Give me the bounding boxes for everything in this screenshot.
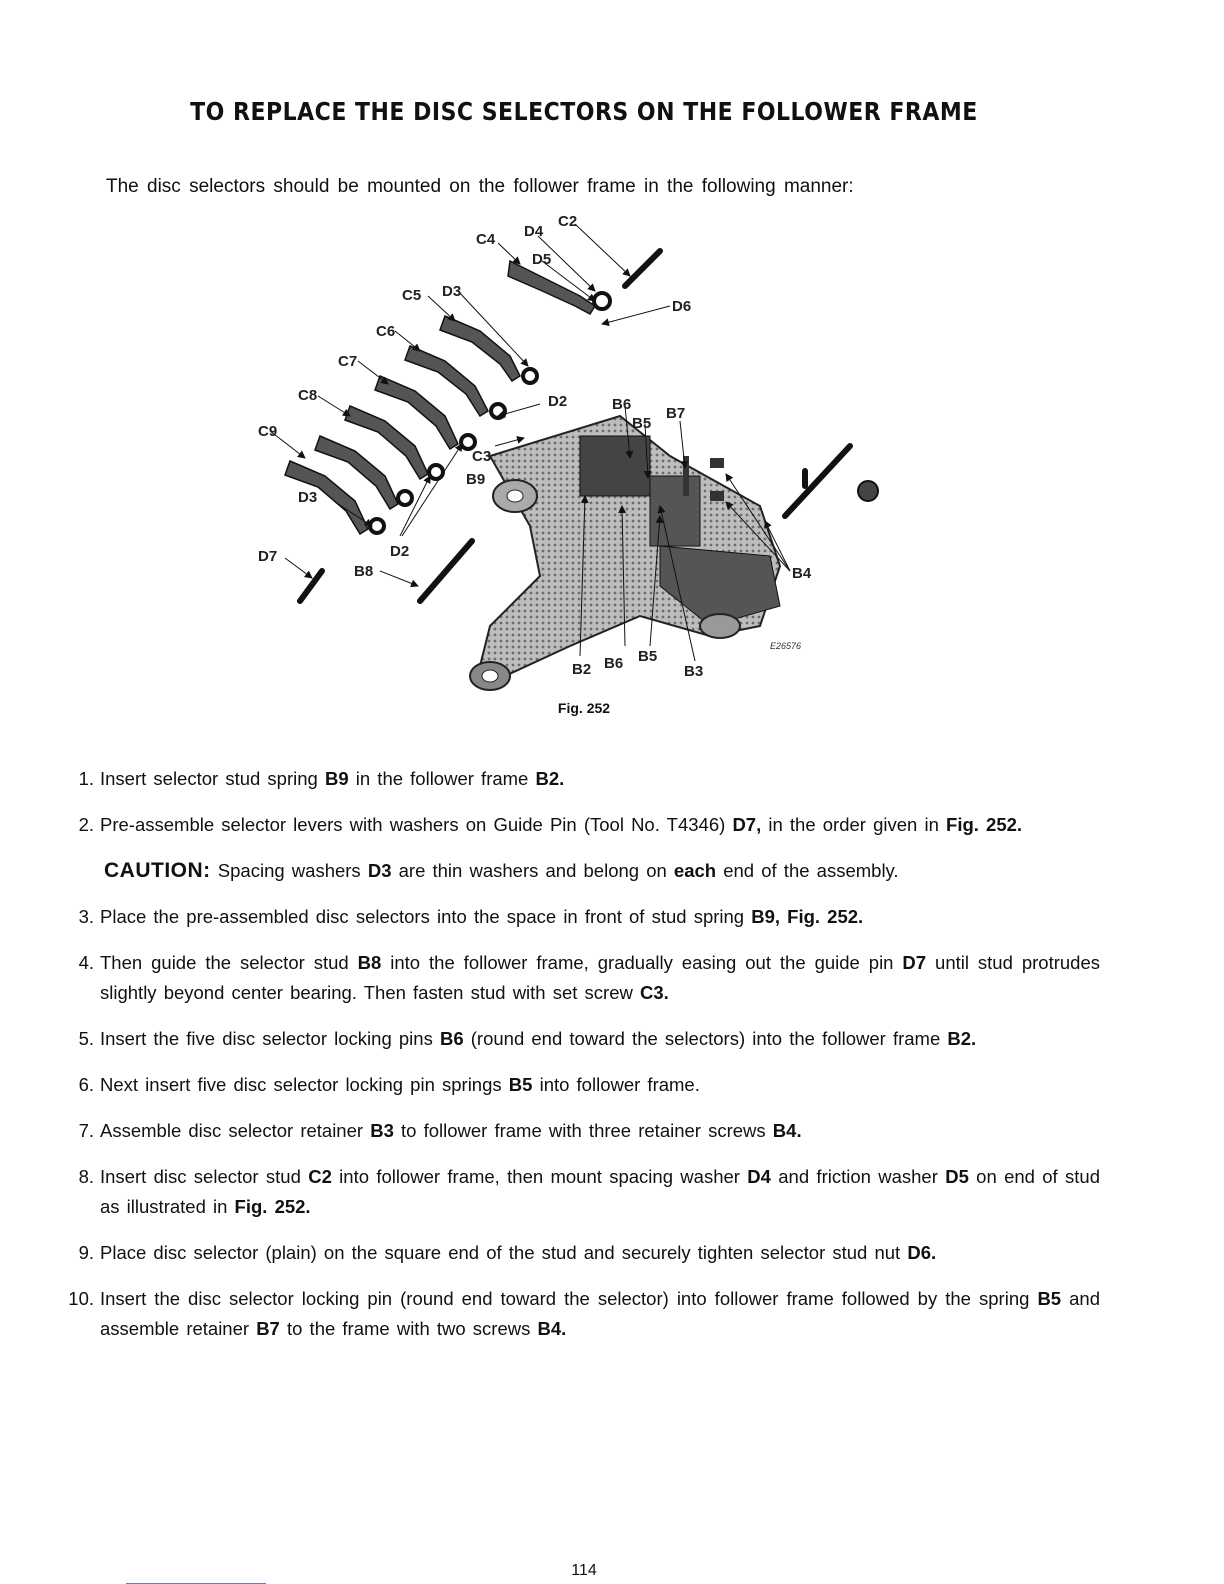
label-b6-bottom: B6: [604, 655, 624, 672]
step-5: 5. Insert the five disc selector locking pins B6 (round end toward the selectors) into the follower frame B2.: [78, 1028, 977, 1049]
step-6: 6. Next insert five disc selector locking pin springs B5 into follower frame.: [78, 1074, 700, 1095]
label-c5: C5: [402, 287, 422, 304]
step-10-segment-3: B7: [256, 1318, 280, 1339]
step-5-segment-3: B2.: [947, 1028, 977, 1049]
caution-text: [211, 860, 899, 881]
label-c3: C3: [472, 448, 492, 465]
label-c8: C8: [298, 387, 318, 404]
step-7-segment-3: B4.: [772, 1120, 802, 1141]
step-10-segment-5: B4.: [537, 1318, 567, 1339]
label-b3: B3: [684, 663, 704, 680]
label-d3-bottom: D3: [298, 489, 318, 506]
caution-note: CAUTION: Spacing washers D3 are thin washers and belong on each end of the assembly.: [104, 859, 899, 882]
label-b9: B9: [466, 471, 486, 488]
label-d3-top: D3: [442, 283, 462, 300]
step-10-segment-1: B5: [1037, 1288, 1062, 1309]
step-3-segment-1: B9, Fig. 252.: [751, 906, 864, 927]
label-d2-top: D2: [548, 393, 568, 410]
step-9-segment-1: D6.: [907, 1242, 937, 1263]
figure-caption: Fig. 252: [557, 700, 611, 716]
step-7-segment-2: to follower frame with three retainer screws: [393, 1120, 773, 1141]
step-8-segment-6: on end of stud as illustrated in: [100, 1166, 1100, 1217]
step-2-segment-1: D7,: [732, 814, 762, 835]
caution-segment-1: D3: [367, 860, 392, 881]
label-b2: B2: [572, 661, 592, 678]
step-5-segment-2: (round end toward the selectors) into the follower frame: [463, 1028, 948, 1049]
step-8-segment-2: into follower frame, then mount spacing washer: [331, 1166, 748, 1187]
label-d2-bottom: D2: [390, 543, 410, 560]
step-7-segment-1: B3: [370, 1120, 394, 1141]
page-title: TO REPLACE THE DISC SELECTORS ON THE FOLLOWER FRAME: [190, 98, 978, 127]
step-2-segment-2: in the order given in: [761, 814, 947, 835]
step-10-segment-0: Insert the disc selector locking pin (round end toward the selector) into follower frame followed by the spring: [100, 1288, 1038, 1309]
label-c7: C7: [338, 353, 358, 370]
caution-segment-3: each: [673, 860, 717, 881]
selector-stud-nut: [858, 481, 878, 501]
step-6-segment-2: into follower frame.: [532, 1074, 700, 1095]
step-1-segment-0: Insert selector stud spring: [100, 768, 325, 789]
step-4-segment-3: D7: [902, 952, 927, 973]
step-8-segment-4: and friction washer: [770, 1166, 946, 1187]
step-1: 1. Insert selector stud spring B9 in the follower frame B2.: [78, 768, 565, 789]
step-8-segment-3: D4: [747, 1166, 771, 1187]
step-8-segment-5: D5: [945, 1166, 969, 1187]
step-9-segment-0: Place disc selector (plain) on the square end of the stud and securely tighten selector stud nut: [100, 1242, 908, 1263]
step-2-segment-0: Pre-assemble selector levers with washers on Guide Pin (Tool No. T4346): [100, 814, 733, 835]
step-6-segment-1: B5: [508, 1074, 533, 1095]
step-4-segment-1: B8: [357, 952, 382, 973]
step-10-segment-2: and assemble retainer: [100, 1288, 1100, 1339]
caution-segment-0: Spacing washers: [210, 860, 368, 881]
label-d4: D4: [524, 223, 544, 240]
step-4: 4. Then guide the selector stud B8 into the follower frame, gradually easing out the guide pin D7 until stud protrudes slightly beyond center bearing. Then fasten stud with set screw C3.: [78, 952, 1100, 1003]
step-4-segment-4: until stud protrudes slightly beyond center bearing. Then fasten stud with set screw: [100, 952, 1100, 1003]
label-b4: B4: [792, 565, 812, 582]
exploded-diagram: [240, 206, 960, 706]
step-7: 7. Assemble disc selector retainer B3 to follower frame with three retainer screws B4.: [78, 1120, 802, 1141]
step-1-segment-2: in the follower frame: [348, 768, 536, 789]
label-d7: D7: [258, 548, 278, 565]
step-4-segment-5: C3.: [640, 982, 669, 1003]
intro-text: The disc selectors should be mounted on the follower frame in the following manner:: [106, 176, 854, 197]
caution-segment-4: end of the assembly.: [716, 860, 899, 881]
step-7-segment-0: Assemble disc selector retainer: [100, 1120, 371, 1141]
step-8-segment-7: Fig. 252.: [234, 1196, 311, 1217]
page-number: 114: [571, 1562, 597, 1579]
step-8-segment-0: Insert disc selector stud: [100, 1166, 309, 1187]
step-1-segment-3: B2.: [535, 768, 565, 789]
instruction-list: [50, 764, 1100, 1360]
step-9: 9. Place disc selector (plain) on the square end of the stud and securely tighten selector stud nut D6.: [78, 1242, 937, 1263]
figure-code: E26576: [770, 641, 802, 651]
step-2-segment-3: Fig. 252.: [946, 814, 1023, 835]
label-b5-bottom: B5: [638, 648, 658, 665]
step-3-segment-0: Place the pre-assembled disc selectors into the space in front of stud spring: [100, 906, 752, 927]
label-c2: C2: [558, 213, 578, 230]
label-c6: C6: [376, 323, 396, 340]
label-b6-top: B6: [612, 396, 632, 413]
label-d5: D5: [532, 251, 552, 268]
label-b7: B7: [666, 405, 686, 422]
label-b8: B8: [354, 563, 374, 580]
step-8: 8. Insert disc selector stud C2 into follower frame, then mount spacing washer D4 and friction washer D5 on end of stud as illustrated in Fig. 252.: [78, 1166, 1100, 1217]
step-10-segment-4: to the frame with two screws: [279, 1318, 538, 1339]
caution-segment-2: are thin washers and belong on: [391, 860, 674, 881]
step-4-segment-2: into the follower frame, gradually easing out the guide pin: [381, 952, 903, 973]
step-10: 10. Insert the disc selector locking pin (round end toward the selector) into follower frame followed by the spring B5 and assemble retainer B7 to the frame with two screws B4.: [68, 1288, 1100, 1339]
label-b5-top: B5: [632, 415, 652, 432]
label-d6: D6: [672, 298, 692, 315]
figure-252: [240, 206, 960, 706]
step-5-segment-1: B6: [439, 1028, 464, 1049]
step-2: 2. Pre-assemble selector levers with washers on Guide Pin (Tool No. T4346) D7, in the order given in Fig. 252.: [78, 814, 1023, 835]
step-6-segment-0: Next insert five disc selector locking pin springs: [100, 1074, 509, 1095]
step-1-segment-1: B9: [324, 768, 349, 789]
label-c9: C9: [258, 423, 278, 440]
label-c4: C4: [476, 231, 496, 248]
step-4-segment-0: Then guide the selector stud: [100, 952, 358, 973]
follower-frame-b2: [470, 416, 780, 690]
step-3: 3. Place the pre-assembled disc selectors into the space in front of stud spring B9, Fig. 252.: [78, 906, 864, 927]
step-8-segment-1: C2: [308, 1166, 332, 1187]
step-5-segment-0: Insert the five disc selector locking pins: [100, 1028, 440, 1049]
